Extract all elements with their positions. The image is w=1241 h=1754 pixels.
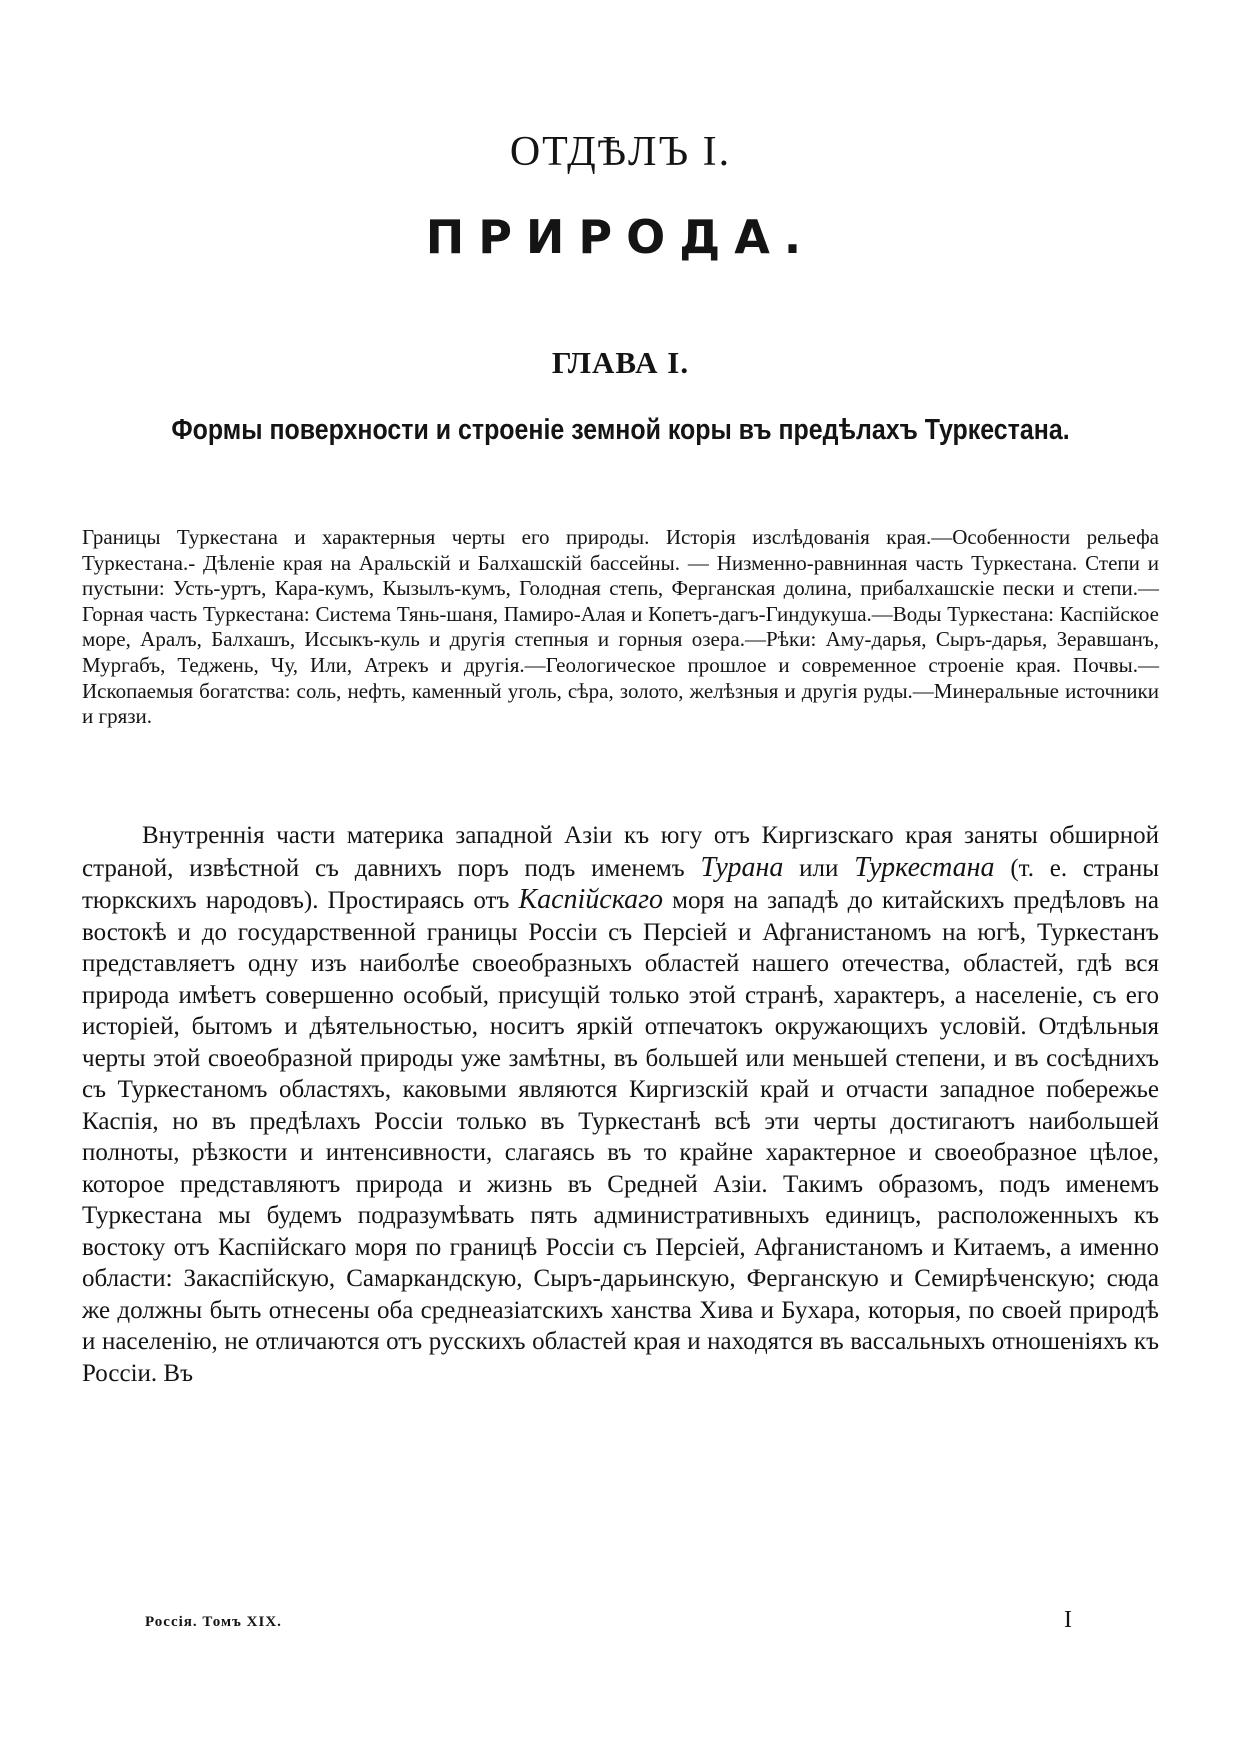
- body-text-segment: (т. е. страны тюркскихъ народовъ). Простираясь отъ: [82, 854, 1160, 914]
- footer-volume: Россія. Томъ XIX.: [145, 1614, 282, 1630]
- body-text-segment: или: [799, 854, 839, 882]
- italic-term-turkestan: Туркестана: [854, 851, 995, 883]
- italic-term-turan: Турана: [700, 851, 784, 883]
- footer-signature-mark: I: [1064, 1607, 1072, 1633]
- body-text-segment: моря на западѣ до китайскихъ предѣловъ на востокѣ и до государственной границы Россіи съ Персіей и Афганистаномъ на югѣ, Туркестанъ представляетъ одну изъ наиболѣе своеобразныхъ областей нашего отечества, областей, гдѣ вся природа имѣетъ совершенно особый, присущій только этой странѣ, характеръ, а населеніе, съ его исторіей, бытомъ и дѣятельностью, носитъ яркій отпечатокъ окружающихъ условій. Отдѣльныя черты этой своеобразной природы уже замѣтны, въ большей или меньшей степени, и въ сосѣднихъ съ Туркестаномъ областяхъ, каковыми являются Киргизскій край и отчасти западное побережье Каспія, но въ предѣлахъ Россіи только въ Туркестанѣ всѣ эти черты достигаютъ наибольшей полноты, рѣзкости и интенсивности, слагаясь въ то крайне характерное и своеобразное цѣлое, которое представляютъ природа и жизнь въ Средней Азіи. Такимъ образомъ, подъ именемъ Туркестана мы будемъ подразумѣвать пять административныхъ единицъ, расположенныхъ къ востоку отъ Каспійскаго моря по границѣ Россіи съ Персіей, Афганистаномъ и Китаемъ, а именно области: Закаспійскую, Самаркандскую, Сыръ-дарьинскую, Ферганскую и Семирѣченскую; сюда же должны быть отнесены оба среднеазіатскихъ ханства Хива и Бухара, которыя, по своей природѣ и населенію, не отличаются отъ русскихъ областей края и находятся въ вассальныхъ отношеніяхъ къ Россіи. Въ: [82, 887, 1160, 1387]
- section-title: ОТДѢЛЪ I.: [509, 129, 732, 175]
- chapter-subtitle: Формы поверхности и строеніе земной коры въ предѣлахъ Туркестана.: [171, 414, 1070, 446]
- chapter-summary: Границы Туркестана и характерныя черты его природы. Исторія изслѣдованія края.—Особенности рельефа Туркестана.- Дѣленіе края на Аральскій и Балхашскій бассейны. — Низменно-равнинная часть Туркестана. Степи и пустыни: Усть-уртъ, Кара-кумъ, Кызылъ-кумъ, Голодная степь, Ферганская долина, прибалхашскіе пески и степи.—Горная часть Туркестана: Система Тянь-шаня, Памиро-Алая и Копетъ-дагъ-Гиндукуша.—Воды Туркестана: Каспійское море, Аралъ, Балхашъ, Иссыкъ-куль и другія степныя и горныя озера.—Рѣки: Аму-дарья, Сыръ-дарья, Зеравшанъ, Мургабъ, Теджень, Чу, Или, Атрекъ и другія.—Геологическое прошлое и современное строеніе края. Почвы.—Ископаемыя богатства: соль, нефть, каменный уголь, сѣра, золото, желѣзныя и другія руды.—Минеральные источники и грязи.: [82, 525, 1159, 729]
- body-paragraph: [82, 820, 1159, 1389]
- chapter-label: ГЛАВА I.: [551, 345, 690, 380]
- main-title: ПРИРОДА.: [425, 210, 816, 264]
- body-text-segment: Внутреннія части материка западной Азіи къ югу отъ Киргизскаго края заняты обширной страной, извѣстной съ давнихъ поръ подъ именемъ: [82, 822, 1159, 882]
- italic-term-caspian: Каспійскаго: [518, 884, 664, 915]
